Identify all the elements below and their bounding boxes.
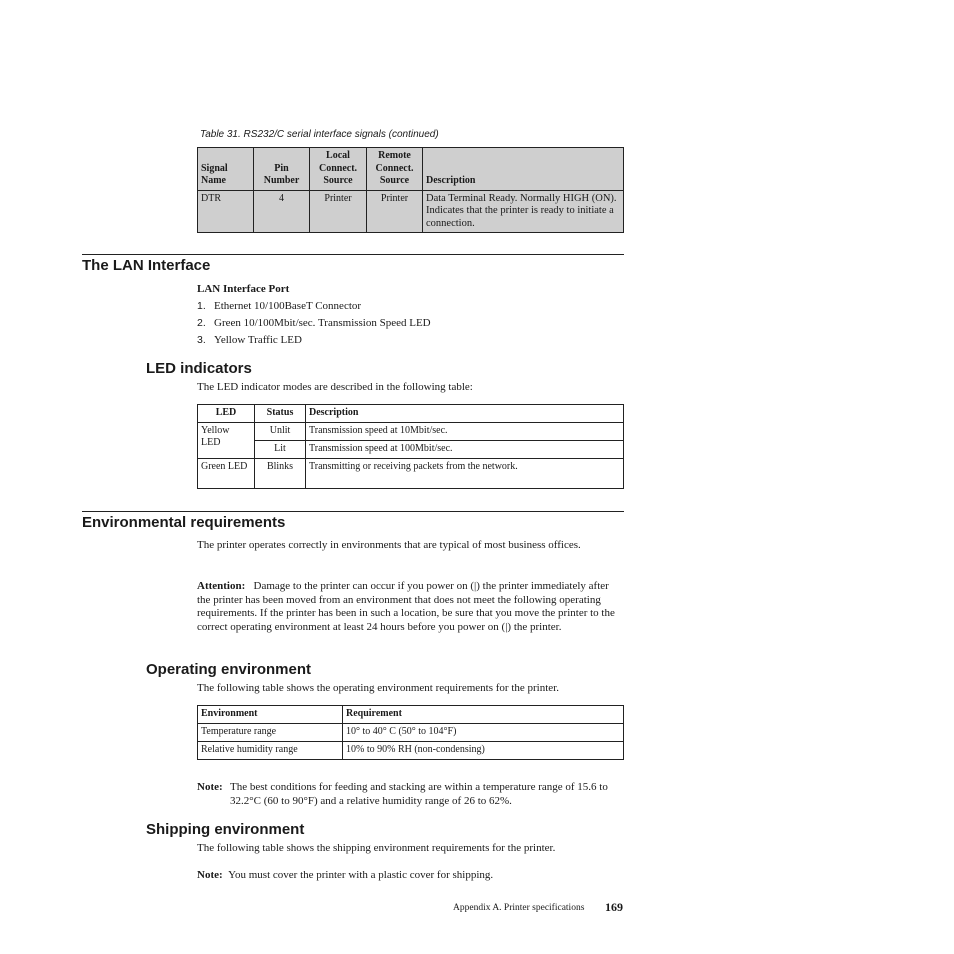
table-caption: Table 31. RS232/C serial interface signals (continued) [200, 129, 439, 140]
note-text: You must cover the printer with a plastic cover for shipping. [228, 869, 494, 881]
cell-signal: DTR [198, 190, 254, 233]
operating-note [197, 781, 623, 808]
cell-status: Blinks [255, 458, 306, 488]
table-header-row [198, 405, 624, 423]
cell-led: Green LED [198, 458, 255, 488]
table-row [198, 422, 624, 440]
section-title-environmental: Environmental requirements [82, 514, 286, 531]
led-intro: The LED indicator modes are described in the following table: [197, 381, 473, 393]
page-number: 169 [605, 900, 623, 914]
cell-local: Printer [310, 190, 367, 233]
header-text: Signal [201, 162, 228, 174]
attention-text: Damage to the printer can occur if you power on (|) the printer immediately after the printer has been moved from an environment that does not meet the following operating requirements. If the printer has been in such a location, be sure that you move the printer to the correct operating environment at least 24 hours before you power on (|) the printer. [197, 580, 615, 633]
header-led: LED [198, 405, 255, 423]
section-divider [82, 254, 624, 255]
list-number: 3. [197, 334, 206, 346]
shipping-note [197, 869, 493, 883]
header-text: Source [323, 175, 353, 186]
header-remote-source [367, 148, 423, 191]
table-row [198, 741, 624, 759]
header-text: Remote [378, 150, 411, 161]
cell-description: Transmission speed at 100Mbit/sec. [306, 440, 624, 458]
header-text: Pin [274, 162, 289, 174]
header-description: Description [423, 148, 624, 191]
cell-led: Yellow LED [198, 422, 255, 458]
attention-label: Attention: [197, 580, 246, 592]
cell-description: Transmitting or receiving packets from the network. [306, 458, 624, 488]
env-intro: The printer operates correctly in environments that are typical of most business offices. [197, 539, 581, 551]
rs232-signals-table [197, 147, 624, 233]
table-header-row [198, 706, 624, 724]
list-text: Green 10/100Mbit/sec. Transmission Speed LED [214, 317, 431, 329]
table-header-row [198, 148, 624, 191]
table-row [198, 190, 624, 233]
note-label: Note: [197, 781, 223, 793]
table-row [198, 440, 624, 458]
list-text: Ethernet 10/100BaseT Connector [214, 300, 362, 312]
cell-environment: Relative humidity range [198, 741, 343, 759]
header-requirement: Requirement [343, 706, 624, 724]
section-title-operating: Operating environment [146, 661, 312, 678]
note-label: Note: [197, 869, 223, 881]
attention-paragraph [197, 580, 623, 634]
header-description: Description [306, 405, 624, 423]
header-environment: Environment [198, 706, 343, 724]
table-row [198, 458, 624, 488]
list-number: 2. [197, 317, 206, 329]
list-item [197, 300, 361, 314]
cell-environment: Temperature range [198, 723, 343, 741]
cell-description: Transmission speed at 10Mbit/sec. [306, 422, 624, 440]
cell-status: Lit [255, 440, 306, 458]
header-text: Name [201, 175, 226, 186]
cell-pin: 4 [254, 190, 310, 233]
list-item [197, 317, 431, 331]
table-row [198, 723, 624, 741]
section-divider [82, 511, 624, 512]
list-text: Yellow Traffic LED [214, 334, 302, 346]
footer-section: Appendix A. Printer specifications [453, 903, 585, 913]
header-text: Local [326, 150, 350, 161]
header-local-source [310, 148, 367, 191]
list-number: 1. [197, 300, 206, 312]
cell-requirement: 10% to 90% RH (non-condensing) [343, 741, 624, 759]
header-text: Connect. [318, 162, 358, 174]
cell-description: Data Terminal Ready. Normally HIGH (ON). Indicates that the printer is ready to initiate a connection. [423, 190, 624, 233]
lan-port-heading: LAN Interface Port [197, 283, 290, 295]
header-status: Status [255, 405, 306, 423]
operating-env-table [197, 705, 624, 760]
header-text: Source [379, 175, 410, 186]
cell-remote: Printer [367, 190, 423, 233]
header-signal-name [198, 148, 254, 191]
operating-intro: The following table shows the operating environment requirements for the printer. [197, 682, 559, 694]
header-pin-number [254, 148, 310, 191]
section-title-lan: The LAN Interface [82, 257, 211, 274]
shipping-intro: The following table shows the shipping environment requirements for the printer. [197, 842, 556, 854]
cell-status: Unlit [255, 422, 306, 440]
led-table [197, 404, 624, 489]
header-text: Number [263, 175, 300, 186]
cell-requirement: 10° to 40° C (50° to 104°F) [343, 723, 624, 741]
section-title-shipping: Shipping environment [146, 821, 305, 838]
list-item [197, 334, 302, 348]
header-text: Connect. [375, 162, 414, 174]
note-text: The best conditions for feeding and stacking are within a temperature range of 15.6 to 32.2°C (60 to 90°F) and a relative humidity range of 26 to 62%. [230, 781, 608, 807]
section-title-led: LED indicators [146, 360, 252, 377]
